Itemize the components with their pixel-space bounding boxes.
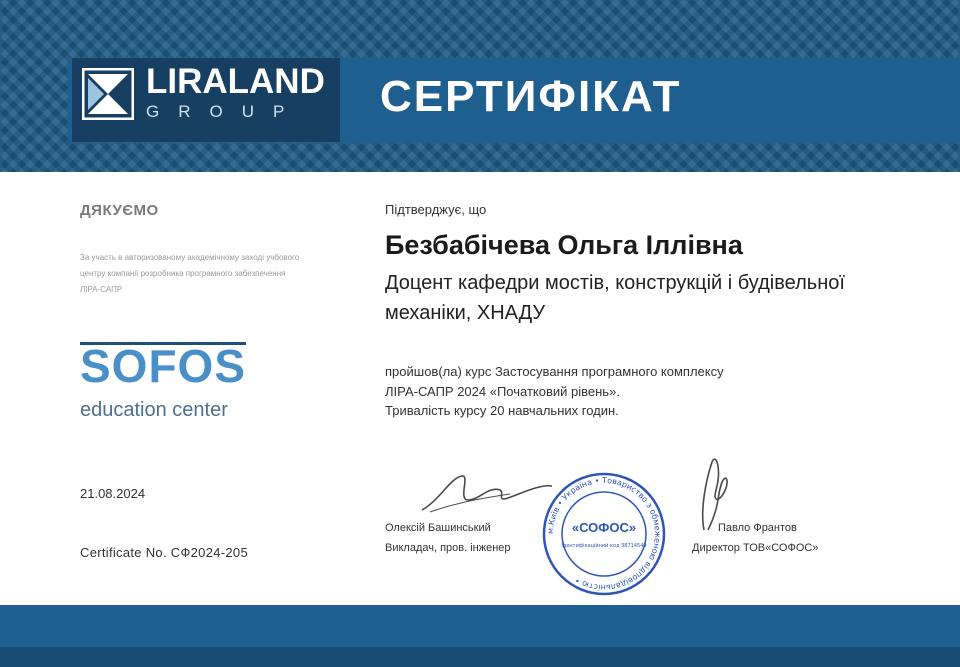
recipient-position: Доцент кафедри мостів, конструкцій і будівельної механіки, ХНАДУ bbox=[385, 272, 845, 324]
footer-band bbox=[0, 647, 960, 667]
thanks-heading: ДЯКУЄМО bbox=[80, 202, 159, 219]
sofos-logo-subtitle: education center bbox=[80, 399, 228, 421]
left-signatory-role: Викладач, пров. інженер bbox=[385, 542, 511, 554]
stamp-code-text: Ідентифікаційний код 38714549 bbox=[561, 543, 647, 549]
left-signatory-name: Олексій Башинський bbox=[385, 522, 491, 534]
sofos-logo: SOFOS bbox=[80, 340, 247, 392]
company-stamp-icon bbox=[544, 474, 664, 594]
course-line: Тривалість курсу 20 навчальних годин. bbox=[385, 403, 619, 418]
issue-date: 21.08.2024 bbox=[80, 486, 146, 501]
stamp-ring-text: м.Київ • Україна • Товариство з обмеженою відповідальністю • bbox=[545, 475, 663, 593]
right-signature-icon bbox=[703, 459, 727, 530]
course-line: пройшов(ла) курс Застосування програмного комплексу bbox=[385, 364, 724, 379]
right-signatory-name: Павло Франтов bbox=[718, 522, 797, 534]
course-line: ЛІРА-САПР 2024 «Початковий рівень». bbox=[385, 383, 620, 399]
left-signature-icon bbox=[422, 476, 552, 510]
logo-wordmark: LIRALAND bbox=[146, 62, 325, 101]
logo-subtitle: GROUP bbox=[146, 102, 304, 121]
stamp-center-text: «СОФОС» bbox=[571, 520, 637, 535]
right-signatory-role: Директор ТОВ«СОФОС» bbox=[692, 542, 819, 554]
certificate-number: Certificate No. СФ2024-205 bbox=[80, 545, 248, 560]
confirms-label: Підтверджує, що bbox=[385, 202, 487, 217]
certificate-title: СЕРТИФІКАТ bbox=[380, 72, 682, 121]
recipient-name: Безбабічева Ольга Іллівна bbox=[385, 230, 743, 260]
thanks-description: За участь в авторизованому академічному заході учбового центру компанії розробника програмного забезпечення ЛІРА-САПР bbox=[80, 253, 300, 294]
